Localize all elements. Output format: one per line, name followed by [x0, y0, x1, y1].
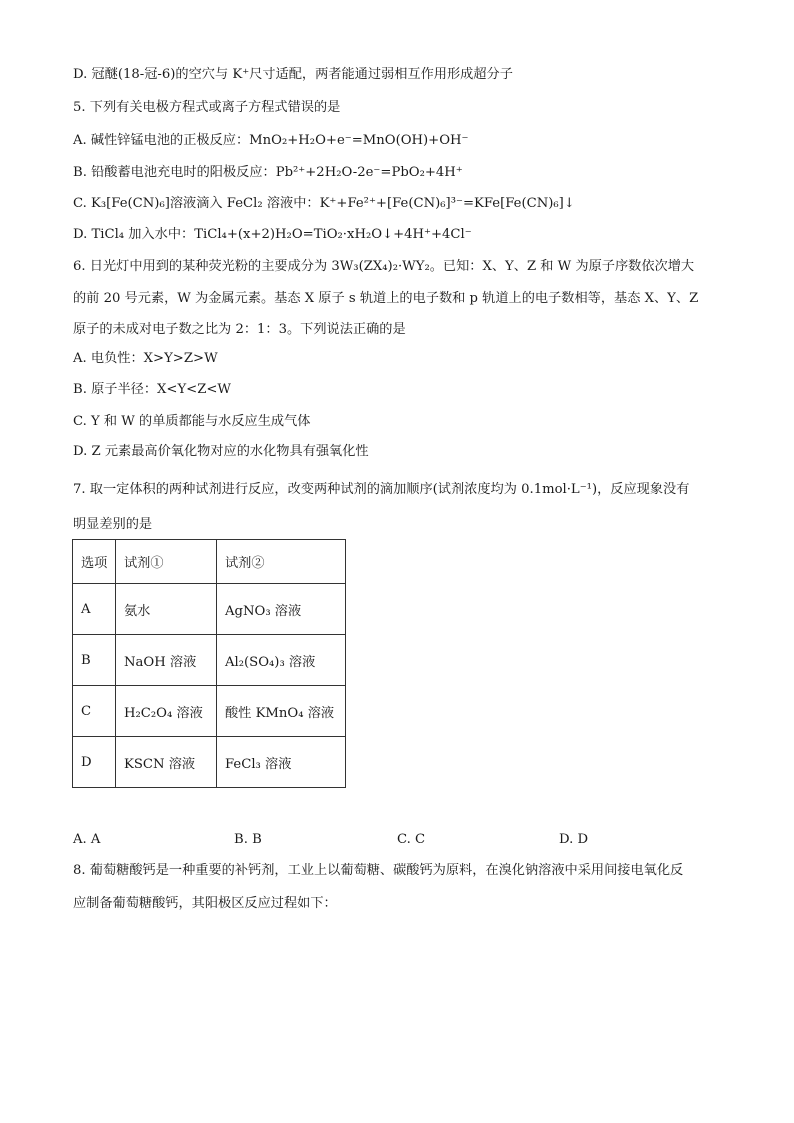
question-6-stem-3: 原子的未成对电子数之比为 2：1：3。下列说法正确的是 — [73, 322, 406, 337]
question-7-option-d: D. D — [559, 832, 589, 847]
table-row — [73, 737, 346, 788]
table-row — [73, 686, 346, 737]
table-cell: FeCl₃ 溶液 — [217, 737, 346, 788]
question-5-option-c: C. K₃[Fe(CN)₆]溶液滴入 FeCl₂ 溶液中：K⁺+Fe²⁺+[Fe(CN)₆]³⁻=KFe[Fe(CN)₆]↓ — [73, 196, 575, 211]
question-8-stem-2: 应制备葡萄糖酸钙，其阳极区反应过程如下： — [73, 896, 337, 911]
table-row — [73, 635, 346, 686]
question-7-option-c: C. C — [397, 832, 426, 847]
question-7-stem-1: 7. 取一定体积的两种试剂进行反应，改变两种试剂的滴加顺序(试剂浓度均为 0.1mol·L⁻¹)，反应现象没有 — [73, 482, 690, 497]
table-header-cell: 选项 — [73, 540, 116, 584]
question-5-option-a: A. 碱性锌锰电池的正极反应：MnO₂+H₂O+e⁻=MnO(OH)+OH⁻ — [73, 133, 469, 148]
question-6-stem-2: 的前 20 号元素，W 为金属元素。基态 X 原子 s 轨道上的电子数和 p 轨道上的电子数相等，基态 X、Y、Z — [73, 291, 699, 306]
table-header-cell: 试剂① — [116, 540, 217, 584]
table-cell: AgNO₃ 溶液 — [217, 584, 346, 635]
table-header-row — [73, 540, 346, 584]
line-prev-option-d: D. 冠醚(18-冠-6)的空穴与 K⁺尺寸适配，两者能通过弱相互作用形成超分子 — [73, 67, 513, 82]
question-6-option-d: D. Z 元素最高价氧化物对应的水化物具有强氧化性 — [73, 444, 369, 459]
question-6-option-a: A. 电负性：X>Y>Z>W — [73, 351, 218, 366]
question-7-stem-2: 明显差别的是 — [73, 517, 153, 532]
table-cell: KSCN 溶液 — [116, 737, 217, 788]
table-header-cell: 试剂② — [217, 540, 346, 584]
question-5-option-b: B. 铅酸蓄电池充电时的阳极反应：Pb²⁺+2H₂O-2e⁻=PbO₂+4H⁺ — [73, 165, 463, 180]
question-8-stem-1: 8. 葡萄糖酸钙是一种重要的补钙剂，工业上以葡萄糖、碳酸钙为原料，在溴化钠溶液中采用间接电氧化反 — [73, 863, 684, 878]
question-5-option-d: D. TiCl₄ 加入水中：TiCl₄+(x+2)H₂O=TiO₂·xH₂O↓+4H⁺+4Cl⁻ — [73, 227, 472, 242]
question-7-option-b: B. B — [234, 832, 262, 847]
question-6-option-c: C. Y 和 W 的单质都能与水反应生成气体 — [73, 414, 311, 429]
table-cell: Al₂(SO₄)₃ 溶液 — [217, 635, 346, 686]
question-7-option-a: A. A — [73, 832, 101, 847]
table-cell: A — [73, 584, 116, 635]
table-cell: 酸性 KMnO₄ 溶液 — [217, 686, 346, 737]
table-cell: C — [73, 686, 116, 737]
question-6-stem-1: 6. 日光灯中用到的某种荧光粉的主要成分为 3W₃(ZX₄)₂·WY₂。已知：X、Y、Z 和 W 为原子序数依次增大 — [73, 259, 695, 274]
table-cell: B — [73, 635, 116, 686]
table-cell: H₂C₂O₄ 溶液 — [116, 686, 217, 737]
table-cell: NaOH 溶液 — [116, 635, 217, 686]
table-cell: D — [73, 737, 116, 788]
table-cell: 氨水 — [116, 584, 217, 635]
reagent-table — [72, 539, 346, 788]
question-5-stem: 5. 下列有关电极方程式或离子方程式错误的是 — [73, 100, 341, 115]
question-6-option-b: B. 原子半径：X<Y<Z<W — [73, 382, 231, 397]
table-row — [73, 584, 346, 635]
